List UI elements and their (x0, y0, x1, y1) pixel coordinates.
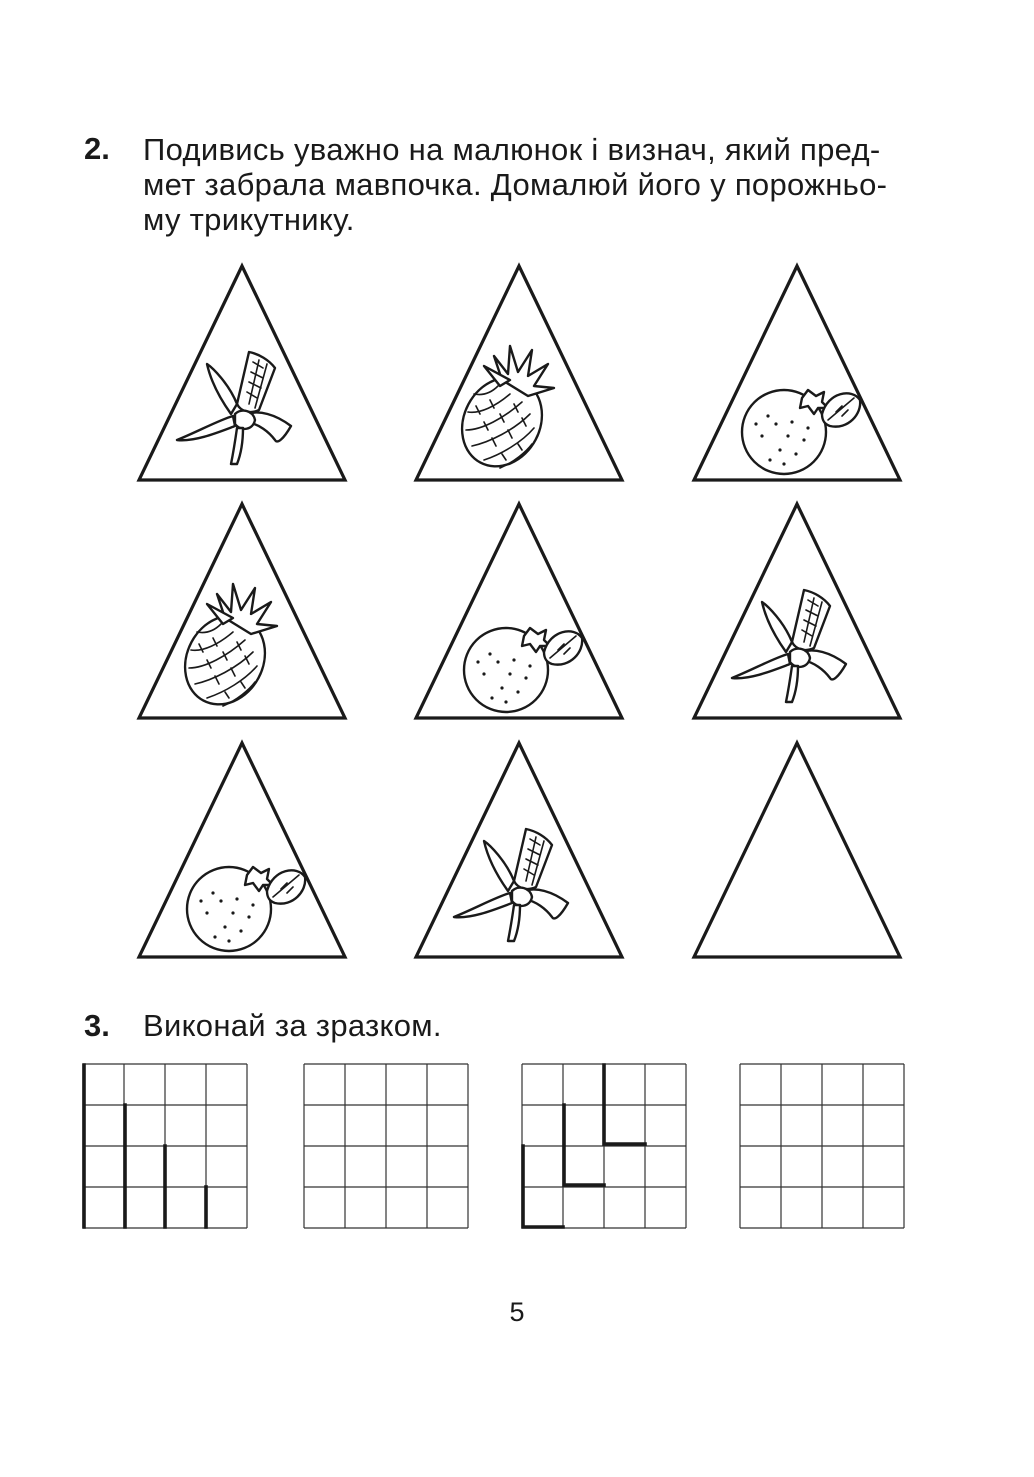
triangle-pineapple (414, 264, 624, 482)
grid-sample-1 (82, 1063, 248, 1229)
triangle-empty[interactable] (692, 741, 902, 959)
task-2-instructions (143, 132, 887, 237)
grid-answer-1[interactable] (303, 1063, 469, 1229)
grid-answer-2[interactable] (739, 1063, 905, 1229)
task-2-line-3: му трикутнику. (143, 202, 355, 237)
triangle-banana (414, 741, 624, 959)
triangle-orange (414, 502, 624, 720)
grid-sample-2 (521, 1063, 687, 1229)
triangle-pineapple (137, 502, 347, 720)
task-2-line-1: Подивись уважно на малюнок і визнач, який пред- (143, 132, 881, 167)
task-3-instructions: Виконай за зразком. (143, 1008, 442, 1043)
page-number: 5 (509, 1297, 525, 1327)
triangle-banana (692, 502, 902, 720)
triangle-banana (137, 264, 347, 482)
sample-l-shape (564, 1105, 604, 1185)
task-2-line-2: мет забрала мавпочка. Домалюй його у порожньо- (143, 167, 888, 202)
task-2-number: 2. (84, 131, 110, 166)
triangle-orange (137, 741, 347, 959)
task-3-number: 3. (84, 1008, 110, 1043)
triangle-orange (692, 264, 902, 482)
